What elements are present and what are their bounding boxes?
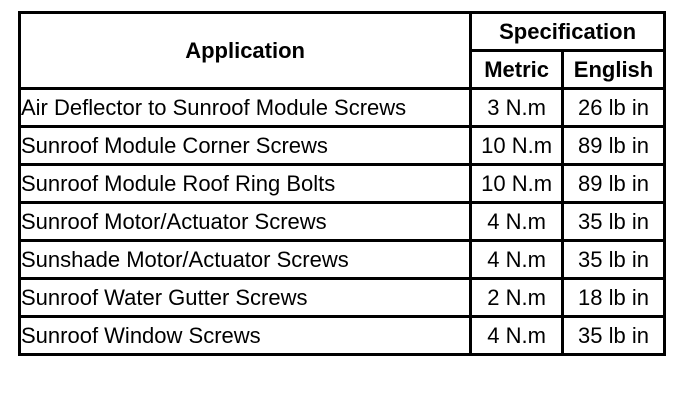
english-cell: 89 lb in [563,127,665,165]
table-header [20,13,665,89]
table-row [20,317,665,355]
table-row [20,89,665,127]
metric-header: Metric [471,51,563,89]
metric-cell: 10 N.m [471,127,563,165]
header-row-top [20,13,665,51]
metric-cell: 4 N.m [471,241,563,279]
metric-cell: 3 N.m [471,89,563,127]
specification-header: Specification [471,13,665,51]
table-row [20,127,665,165]
metric-cell: 10 N.m [471,165,563,203]
english-cell: 35 lb in [563,241,665,279]
application-cell: Sunshade Motor/Actuator Screws [20,241,471,279]
english-cell: 89 lb in [563,165,665,203]
table-row [20,279,665,317]
english-cell: 26 lb in [563,89,665,127]
metric-cell: 4 N.m [471,317,563,355]
metric-cell: 2 N.m [471,279,563,317]
fastener-spec-table [18,11,666,356]
metric-cell: 4 N.m [471,203,563,241]
english-cell: 18 lb in [563,279,665,317]
application-cell: Sunroof Water Gutter Screws [20,279,471,317]
application-header: Application [20,13,471,89]
application-cell: Sunroof Motor/Actuator Screws [20,203,471,241]
application-cell: Sunroof Module Corner Screws [20,127,471,165]
english-header: English [563,51,665,89]
table-body [20,89,665,355]
application-cell: Sunroof Window Screws [20,317,471,355]
english-cell: 35 lb in [563,203,665,241]
application-cell: Air Deflector to Sunroof Module Screws [20,89,471,127]
table-row [20,165,665,203]
table-row [20,203,665,241]
english-cell: 35 lb in [563,317,665,355]
application-cell: Sunroof Module Roof Ring Bolts [20,165,471,203]
table-row [20,241,665,279]
